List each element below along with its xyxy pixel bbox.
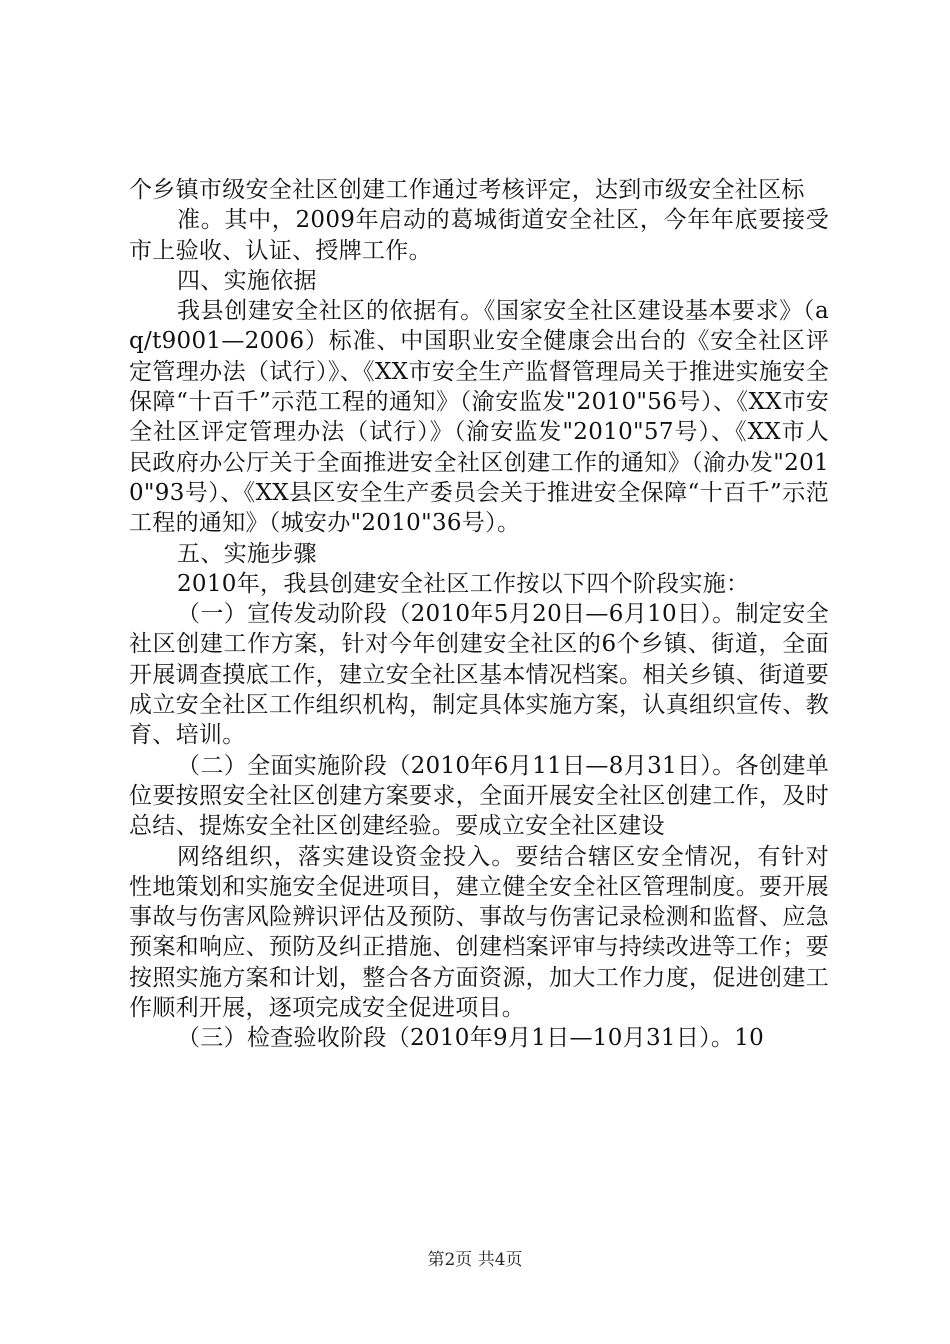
paragraph: 我县创建安全社区的依据有。《国家安全社区建设基本要求》（aq/t9001—2006）标准、中国职业安全健康会出台的《安全社区评定管理办法（试行）》、《XX市安全生产监督管理局关于推进实施安全保障“十百千”示范工程的通知》（渝安监发"2010"56号）、《XX市安全社区评定管理办法（试行）》（渝安监发"2010"57号）、《XX市人民政府办公厅关于全面推进安全社区创建工作的通知》（渝办发"2010"93号）、《XX县区安全生产委员会关于推进安全保障“十百千”示范工程的通知》（城安办"2010"36号）。 [129,298,829,537]
paragraph: 准。其中，2009年启动的葛城街道安全社区，今年年底要接受市上验收、认证、授牌工作。 [129,207,829,264]
paragraph: 个乡镇市级安全社区创建工作通过考核评定，达到市级安全社区标 [129,177,805,203]
paragraph: （二）全面实施阶段（2010年6月11日—8月31日）。各创建单位要按照安全社区创建方案要求，全面开展安全社区创建工作，及时总结、提炼安全社区创建经验。要成立安全社区建设 [129,752,829,840]
paragraph: （三）检查验收阶段（2010年9月1日—10月31日）。10 [177,1025,765,1052]
paragraph: 网络组织，落实建设资金投入。要结合辖区安全情况，有针对性地策划和实施安全促进项目，建立健全安全社区管理制度。要开展事故与伤害风险辨识评估及预防、事故与伤害记录检测和监督、应急预案和响应、预防及纠正措施、创建档案评审与持续改进等工作；要按照实施方案和计划，整合各方面资源，加大工作力度，促进创建工作顺利开展，逐项完成安全促进项目。 [129,843,829,1022]
paragraph: （一）宣传发动阶段（2010年5月20日—6月10日）。制定安全社区创建工作方案，针对今年创建安全社区的6个乡镇、街道，全面开展调查摸底工作，建立安全社区基本情况档案。相关乡镇、街道要成立安全社区工作组织机构，制定具体实施方案，认真组织宣传、教育、培训。 [129,601,829,749]
section-heading: 四、实施依据 [177,267,317,294]
section-heading: 五、实施步骤 [177,540,317,567]
page-number-footer: 第2页 共4页 [427,1250,523,1270]
paragraph: 2010年，我县创建安全社区工作按以下四个阶段实施： [177,570,750,597]
document-body [129,175,829,1054]
